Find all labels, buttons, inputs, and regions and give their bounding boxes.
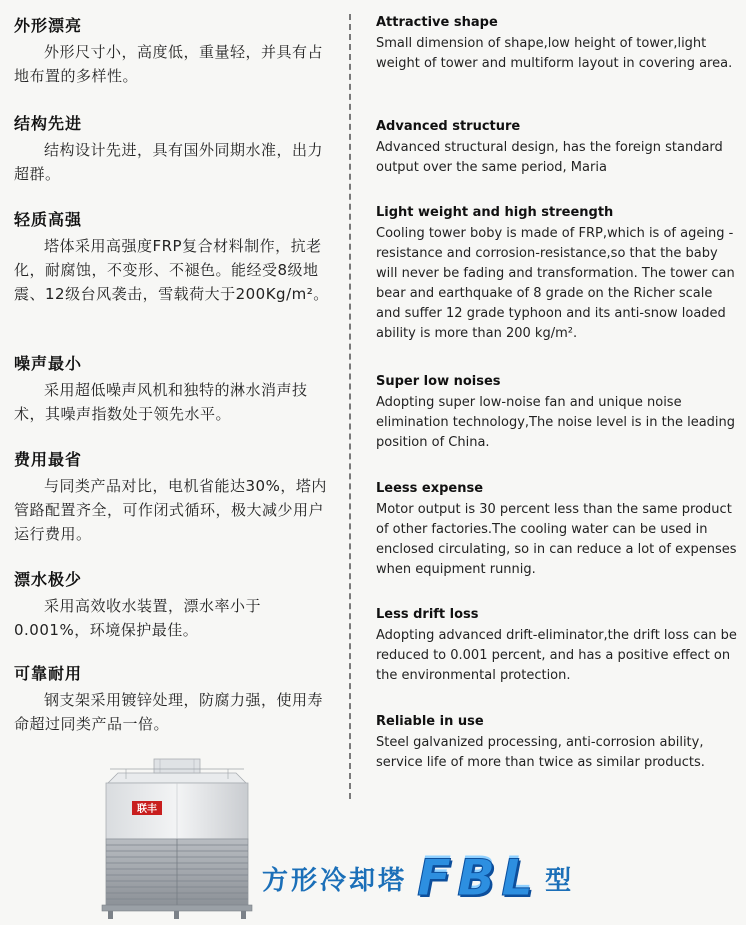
en-section-title: Reliable in use	[376, 714, 484, 729]
brand-label: 联丰	[137, 804, 157, 815]
en-section-reliable	[376, 713, 738, 773]
cn-section-title: 费用最省	[14, 450, 83, 469]
column-divider	[349, 14, 351, 799]
caption-model-logo: FBL	[417, 849, 540, 907]
en-section-title: Light weight and high streength	[376, 205, 614, 220]
en-section-cost	[376, 480, 738, 580]
en-section-body: Motor output is 30 percent less than the same product of other factories.The cooling water can be used in enclosed circulating, so in can reduce a lot of expenses when equipment runnig.	[376, 502, 737, 577]
cn-section-body: 钢支架采用镀锌处理，防腐力强，使用寿命超过同类产品一倍。	[14, 691, 324, 733]
cn-section-body: 采用超低噪声风机和独特的淋水消声技术，其噪声指数处于领先水平。	[14, 381, 308, 423]
cn-section-body: 结构设计先进，具有国外同期水准，出力超群。	[14, 141, 324, 183]
cn-section-body: 外形尺寸小，高度低，重量轻，并具有占地布置的多样性。	[14, 43, 324, 85]
cn-section-structure	[14, 114, 336, 186]
cn-section-title: 结构先进	[14, 114, 83, 133]
en-section-lightweight	[376, 204, 738, 344]
cn-section-appearance	[14, 16, 336, 88]
en-section-body: Advanced structural design, has the foreign standard output over the same period, Maria	[376, 140, 723, 175]
en-section-body: Adopting advanced drift-eliminator,the drift loss can be reduced to 0.001 percent, and has a positive effect on the environmental protection.	[376, 628, 737, 683]
en-section-title: Less drift loss	[376, 607, 479, 622]
cn-section-reliable	[14, 664, 336, 736]
en-section-title: Advanced structure	[376, 119, 521, 134]
cn-section-body: 塔体采用高强度FRP复合材料制作，抗老化，耐腐蚀，不变形、不褪色。能经受8级地震、12级台风袭击，雪载荷大于200Kg/m²。	[14, 237, 329, 303]
en-section-appearance	[376, 14, 738, 74]
english-column	[362, 0, 746, 925]
cn-section-noise	[14, 354, 336, 426]
product-caption	[262, 848, 722, 908]
en-section-structure	[376, 118, 738, 178]
en-section-title: Super low noises	[376, 374, 501, 389]
cn-section-body: 与同类产品对比，电机省能达30%，塔内管路配置齐全，可作闭式循环，极大减少用户运行费用。	[14, 477, 327, 543]
en-section-body: Adopting super low-noise fan and unique noise elimination technology,The noise level is in the leading position of China.	[376, 395, 736, 450]
caption-type-suffix: 型	[545, 865, 572, 896]
en-section-body: Small dimension of shape,low height of tower,light weight of tower and multiform layout in covering area.	[376, 36, 733, 71]
en-section-body: Cooling tower boby is made of FRP,which is of ageing -resistance and corrosion-resistance,so that the baby will never be fading and transformation. The tower can bear and earthquake of 8 grade on the Richer scale and suffer 12 grade typhoon and its anti-snow loaded ability is more than 200 kg/m².	[376, 226, 735, 341]
cn-section-body: 采用高效收水装置，漂水率小于0.001%，环境保护最佳。	[14, 597, 262, 639]
cn-section-title: 外形漂亮	[14, 16, 83, 35]
caption-product-name: 方形冷却塔	[262, 865, 408, 896]
cn-section-title: 轻质高强	[14, 210, 83, 229]
cn-section-lightweight	[14, 210, 336, 306]
cn-section-title: 噪声最小	[14, 354, 83, 373]
cn-section-title: 漂水极少	[14, 570, 83, 589]
cn-section-title: 可靠耐用	[14, 664, 83, 683]
en-section-title: Leess expense	[376, 481, 484, 496]
en-section-noise	[376, 373, 738, 453]
en-section-body: Steel galvanized processing, anti-corrosion ability, service life of more than twice as similar products.	[376, 735, 705, 770]
cn-section-cost	[14, 450, 336, 546]
cooling-tower-image	[96, 755, 258, 920]
cn-section-drift	[14, 570, 336, 642]
en-section-title: Attractive shape	[376, 15, 498, 30]
en-section-drift	[376, 606, 738, 686]
chinese-column	[0, 0, 340, 925]
